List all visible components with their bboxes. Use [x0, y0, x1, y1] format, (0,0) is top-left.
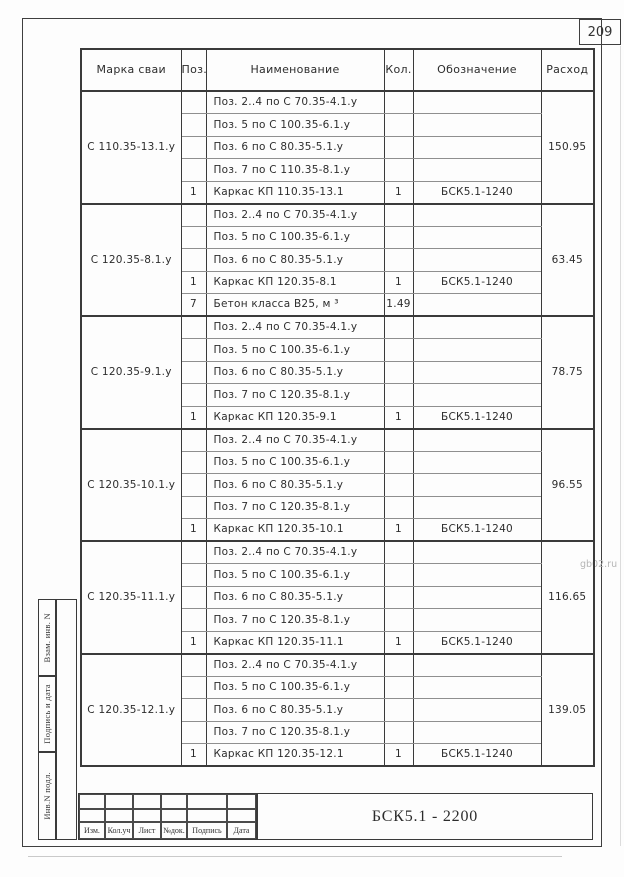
- name-cell: Поз. 7 по С 120.35-8.1.у: [206, 609, 384, 632]
- name-cell: Каркас КП 120.35-8.1: [206, 271, 384, 294]
- designation-cell: [413, 91, 541, 114]
- name-cell: Поз. 2..4 по С 70.35-4.1.у: [206, 541, 384, 564]
- pile-mark: С 110.35-13.1.у: [81, 91, 181, 204]
- revision-column-label: Подпись: [187, 822, 227, 839]
- name-cell: Поз. 5 по С 100.35-6.1.у: [206, 114, 384, 137]
- position-cell: [181, 226, 206, 249]
- position-cell: 1: [181, 271, 206, 294]
- quantity-cell: [384, 204, 413, 227]
- designation-cell: [413, 294, 541, 317]
- quantity-cell: [384, 699, 413, 722]
- scan-edge-line-right: [620, 46, 621, 846]
- quantity-cell: [384, 339, 413, 362]
- name-cell: Каркас КП 120.35-12.1: [206, 744, 384, 767]
- revision-empty-cell: [227, 794, 256, 809]
- revision-column-label: Изм.: [79, 822, 105, 839]
- designation-cell: [413, 474, 541, 497]
- consumption-value: 116.65: [541, 541, 594, 654]
- designation-cell: [413, 316, 541, 339]
- revision-empty-cell: [161, 794, 187, 809]
- designation-cell: [413, 384, 541, 407]
- position-cell: [181, 699, 206, 722]
- revision-column-label: Кол.уч: [105, 822, 133, 839]
- margin-strip-label: Взам. инв. N: [42, 612, 52, 663]
- pile-mark: С 120.35-11.1.у: [81, 541, 181, 654]
- quantity-cell: [384, 114, 413, 137]
- name-cell: Поз. 2..4 по С 70.35-4.1.у: [206, 654, 384, 677]
- name-cell: Поз. 7 по С 110.35-8.1.у: [206, 159, 384, 182]
- revision-empty-cell: [187, 794, 227, 809]
- quantity-cell: 1: [384, 406, 413, 429]
- designation-cell: [413, 496, 541, 519]
- margin-strip-label: Инв.N подл.: [42, 772, 52, 820]
- revision-empty-cell: [161, 809, 187, 822]
- margin-strip-box: [38, 752, 56, 840]
- name-cell: Поз. 5 по С 100.35-6.1.у: [206, 564, 384, 587]
- designation-cell: [413, 249, 541, 272]
- designation-cell: БСК5.1-1240: [413, 744, 541, 767]
- margin-strip-box: [38, 599, 56, 676]
- quantity-cell: [384, 564, 413, 587]
- specification-table: [80, 48, 595, 767]
- pile-mark: С 120.35-10.1.у: [81, 429, 181, 542]
- designation-cell: [413, 564, 541, 587]
- revision-column-label: Лист: [133, 822, 161, 839]
- designation-cell: БСК5.1-1240: [413, 271, 541, 294]
- designation-cell: БСК5.1-1240: [413, 406, 541, 429]
- quantity-cell: 1: [384, 271, 413, 294]
- quantity-cell: [384, 361, 413, 384]
- consumption-value: 150.95: [541, 91, 594, 204]
- quantity-cell: [384, 496, 413, 519]
- quantity-cell: [384, 249, 413, 272]
- name-cell: Каркас КП 120.35-9.1: [206, 406, 384, 429]
- position-cell: [181, 676, 206, 699]
- revision-empty-cell: [133, 794, 161, 809]
- page-number-box: [579, 19, 621, 45]
- quantity-cell: 1: [384, 181, 413, 204]
- position-cell: 1: [181, 519, 206, 542]
- position-cell: [181, 91, 206, 114]
- name-cell: Поз. 5 по С 100.35-6.1.у: [206, 451, 384, 474]
- quantity-cell: [384, 384, 413, 407]
- position-cell: [181, 339, 206, 362]
- designation-cell: [413, 586, 541, 609]
- designation-cell: [413, 721, 541, 744]
- position-cell: [181, 451, 206, 474]
- quantity-cell: [384, 451, 413, 474]
- titleblock-revision-table: [78, 793, 257, 840]
- quantity-cell: [384, 586, 413, 609]
- page-number: 209: [587, 24, 613, 40]
- position-cell: 7: [181, 294, 206, 317]
- position-cell: [181, 159, 206, 182]
- consumption-value: 78.75: [541, 316, 594, 429]
- name-cell: Поз. 7 по С 120.35-8.1.у: [206, 384, 384, 407]
- pile-mark: С 120.35-9.1.у: [81, 316, 181, 429]
- name-cell: Поз. 5 по С 100.35-6.1.у: [206, 676, 384, 699]
- name-cell: Каркас КП 110.35-13.1: [206, 181, 384, 204]
- position-cell: [181, 586, 206, 609]
- revision-empty-cell: [79, 809, 105, 822]
- position-cell: [181, 541, 206, 564]
- revision-empty-cell: [105, 809, 133, 822]
- document-designation: БСК5.1 - 2200: [257, 793, 593, 840]
- quantity-cell: 1: [384, 631, 413, 654]
- name-cell: Поз. 6 по С 80.35-5.1.у: [206, 361, 384, 384]
- position-cell: [181, 114, 206, 137]
- column-header: Марка сваи: [81, 49, 181, 91]
- designation-cell: [413, 204, 541, 227]
- designation-cell: [413, 361, 541, 384]
- position-cell: [181, 316, 206, 339]
- position-cell: [181, 564, 206, 587]
- column-header: Обозначение: [413, 49, 541, 91]
- revision-empty-cell: [187, 809, 227, 822]
- designation-cell: БСК5.1-1240: [413, 519, 541, 542]
- position-cell: [181, 721, 206, 744]
- column-header: Наименование: [206, 49, 384, 91]
- position-cell: [181, 361, 206, 384]
- table-row: [81, 204, 594, 227]
- quantity-cell: [384, 136, 413, 159]
- name-cell: Поз. 2..4 по С 70.35-4.1.у: [206, 204, 384, 227]
- quantity-cell: [384, 474, 413, 497]
- quantity-cell: [384, 316, 413, 339]
- quantity-cell: [384, 226, 413, 249]
- designation-cell: БСК5.1-1240: [413, 631, 541, 654]
- name-cell: Поз. 6 по С 80.35-5.1.у: [206, 136, 384, 159]
- column-header: Кол.: [384, 49, 413, 91]
- designation-cell: [413, 226, 541, 249]
- consumption-value: 96.55: [541, 429, 594, 542]
- designation-cell: [413, 339, 541, 362]
- revision-column-label: №док.: [161, 822, 187, 839]
- designation-cell: [413, 429, 541, 452]
- name-cell: Поз. 6 по С 80.35-5.1.у: [206, 699, 384, 722]
- revision-empty-cell: [79, 794, 105, 809]
- table-row: [81, 541, 594, 564]
- name-cell: Поз. 7 по С 120.35-8.1.у: [206, 496, 384, 519]
- position-cell: [181, 136, 206, 159]
- quantity-cell: [384, 159, 413, 182]
- designation-cell: [413, 609, 541, 632]
- name-cell: Поз. 7 по С 120.35-8.1.у: [206, 721, 384, 744]
- revision-column-label: Дата: [227, 822, 256, 839]
- position-cell: [181, 474, 206, 497]
- name-cell: Поз. 2..4 по С 70.35-4.1.у: [206, 91, 384, 114]
- name-cell: Поз. 6 по С 80.35-5.1.у: [206, 249, 384, 272]
- designation-cell: [413, 676, 541, 699]
- position-cell: [181, 249, 206, 272]
- watermark: gb02.ru: [580, 559, 618, 570]
- position-cell: 1: [181, 744, 206, 767]
- designation-cell: БСК5.1-1240: [413, 181, 541, 204]
- table-row: [81, 316, 594, 339]
- consumption-value: 63.45: [541, 204, 594, 317]
- name-cell: Каркас КП 120.35-11.1: [206, 631, 384, 654]
- margin-strip-box: [38, 676, 56, 752]
- position-cell: 1: [181, 631, 206, 654]
- name-cell: Поз. 6 по С 80.35-5.1.у: [206, 586, 384, 609]
- table-row: [81, 429, 594, 452]
- name-cell: Поз. 2..4 по С 70.35-4.1.у: [206, 429, 384, 452]
- designation-cell: [413, 699, 541, 722]
- quantity-cell: 1: [384, 519, 413, 542]
- pile-mark: С 120.35-8.1.у: [81, 204, 181, 317]
- scan-edge-line-bottom: [28, 856, 562, 857]
- designation-cell: [413, 114, 541, 137]
- name-cell: Поз. 5 по С 100.35-6.1.у: [206, 339, 384, 362]
- table-header-row: [81, 49, 594, 91]
- quantity-cell: [384, 609, 413, 632]
- quantity-cell: [384, 541, 413, 564]
- quantity-cell: 1.49: [384, 294, 413, 317]
- name-cell: Поз. 2..4 по С 70.35-4.1.у: [206, 316, 384, 339]
- name-cell: Поз. 6 по С 80.35-5.1.у: [206, 474, 384, 497]
- revision-empty-cell: [133, 809, 161, 822]
- position-cell: 1: [181, 181, 206, 204]
- designation-cell: [413, 654, 541, 677]
- designation-cell: [413, 136, 541, 159]
- position-cell: [181, 654, 206, 677]
- name-cell: Поз. 5 по С 100.35-6.1.у: [206, 226, 384, 249]
- designation-cell: [413, 159, 541, 182]
- quantity-cell: [384, 721, 413, 744]
- revision-empty-cell: [105, 794, 133, 809]
- quantity-cell: [384, 676, 413, 699]
- left-strip-value-column: [56, 599, 77, 840]
- pile-mark: С 120.35-12.1.у: [81, 654, 181, 767]
- position-cell: [181, 204, 206, 227]
- position-cell: [181, 496, 206, 519]
- position-cell: [181, 384, 206, 407]
- name-cell: Каркас КП 120.35-10.1: [206, 519, 384, 542]
- quantity-cell: 1: [384, 744, 413, 767]
- quantity-cell: [384, 429, 413, 452]
- position-cell: 1: [181, 406, 206, 429]
- position-cell: [181, 429, 206, 452]
- consumption-value: 139.05: [541, 654, 594, 767]
- table-row: [81, 654, 594, 677]
- column-header: Поз.: [181, 49, 206, 91]
- position-cell: [181, 609, 206, 632]
- name-cell: Бетон класса В25, м ³: [206, 294, 384, 317]
- quantity-cell: [384, 654, 413, 677]
- designation-cell: [413, 541, 541, 564]
- table-row: [81, 91, 594, 114]
- designation-cell: [413, 451, 541, 474]
- margin-strip-label: Подпись и дата: [42, 684, 52, 744]
- revision-empty-cell: [227, 809, 256, 822]
- quantity-cell: [384, 91, 413, 114]
- column-header: Расход: [541, 49, 594, 91]
